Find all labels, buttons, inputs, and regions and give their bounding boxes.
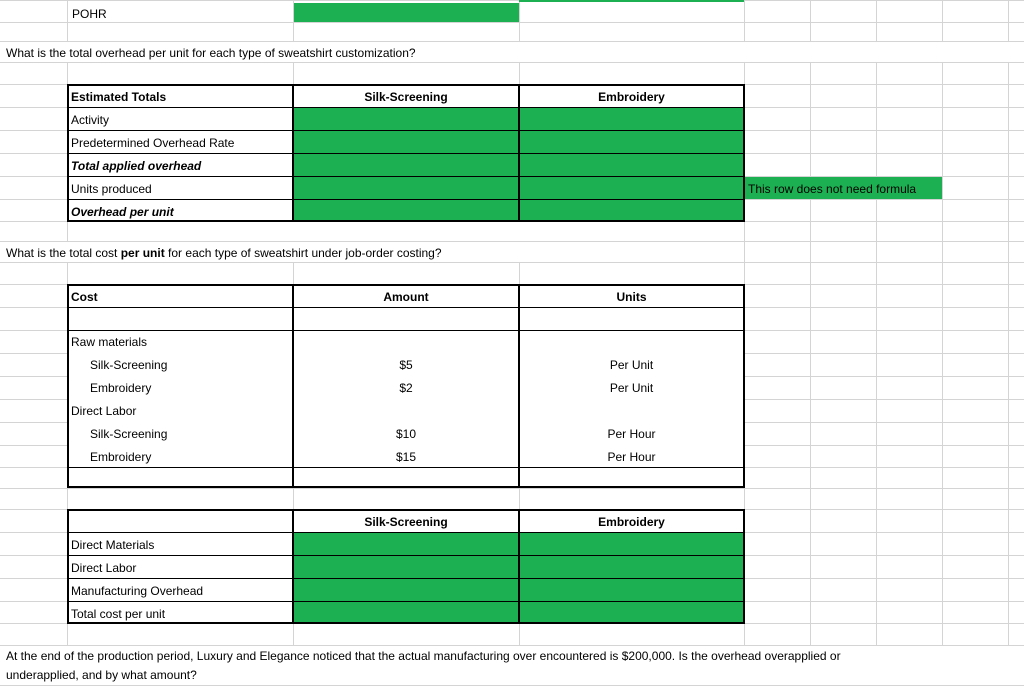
question-overhead-per-unit: What is the total overhead per unit for each type of sweatshirt customization? <box>6 46 416 60</box>
q2-text-bold: per unit <box>120 246 165 260</box>
t2-rm-silk-amount: $5 <box>399 358 413 372</box>
t1-header-silk-screening: Silk-Screening <box>364 90 448 104</box>
t3-row-direct-materials: Direct Materials <box>71 538 155 552</box>
t2-rm-silk-units: Per Unit <box>609 358 654 372</box>
t2-dl-embroidery-units: Per Hour <box>607 450 656 464</box>
t2-header-units: Units <box>616 290 647 304</box>
note-no-formula: This row does not need formula <box>748 182 917 196</box>
t2-dl-silk-units: Per Hour <box>607 427 656 441</box>
pohr-label: POHR <box>72 7 107 21</box>
t2-dl-embroidery-amount: $15 <box>395 450 417 464</box>
t1-row-overhead-per-unit: Overhead per unit <box>71 205 174 219</box>
t3-header-silk-screening: Silk-Screening <box>364 515 448 529</box>
t2-header-cost: Cost <box>71 290 98 304</box>
t2-row-dl-silk: Silk-Screening <box>90 427 168 441</box>
t2-header-amount: Amount <box>383 290 429 304</box>
q2-text-b: for each type of sweatshirt under job-order costing? <box>164 246 442 260</box>
t3-row-manufacturing-overhead: Manufacturing Overhead <box>71 584 204 598</box>
t2-row-rm-embroidery: Embroidery <box>90 381 152 395</box>
t3-header-embroidery: Embroidery <box>598 515 665 529</box>
pohr-value-cell[interactable] <box>294 3 519 22</box>
question-over-under-applied-line2: underapplied, and by what amount? <box>6 668 197 682</box>
t2-row-direct-labor: Direct Labor <box>71 404 137 418</box>
t2-row-dl-embroidery: Embroidery <box>90 450 152 464</box>
q2-text-a: What is the total cost <box>6 246 121 260</box>
t1-header-estimated-totals: Estimated Totals <box>71 90 167 104</box>
t3-row-total-cost-per-unit: Total cost per unit <box>71 607 166 621</box>
question-over-under-applied-line1: At the end of the production period, Luxury and Elegance noticed that the actual manufacturing over encountered is $200,000. Is the overhead overapplied or <box>6 649 841 663</box>
t1-row-total-applied-overhead: Total applied overhead <box>71 159 202 173</box>
pohr-top-accent <box>519 0 744 2</box>
t1-row-activity: Activity <box>71 113 110 127</box>
t1-row-pohr: Predetermined Overhead Rate <box>71 136 235 150</box>
t3-row-direct-labor: Direct Labor <box>71 561 137 575</box>
t1-silk-fill[interactable] <box>293 107 519 222</box>
t2-dl-silk-amount: $10 <box>395 427 417 441</box>
t1-embroidery-fill[interactable] <box>519 107 744 222</box>
t2-rm-embroidery-units: Per Unit <box>609 381 654 395</box>
question-total-cost-per-unit <box>6 246 442 260</box>
t1-row-units-produced: Units produced <box>71 182 152 196</box>
t1-header-embroidery: Embroidery <box>598 90 665 104</box>
t2-rm-embroidery-amount: $2 <box>399 381 413 395</box>
t2-row-rm-silk: Silk-Screening <box>90 358 168 372</box>
t2-row-raw-materials: Raw materials <box>71 335 148 349</box>
